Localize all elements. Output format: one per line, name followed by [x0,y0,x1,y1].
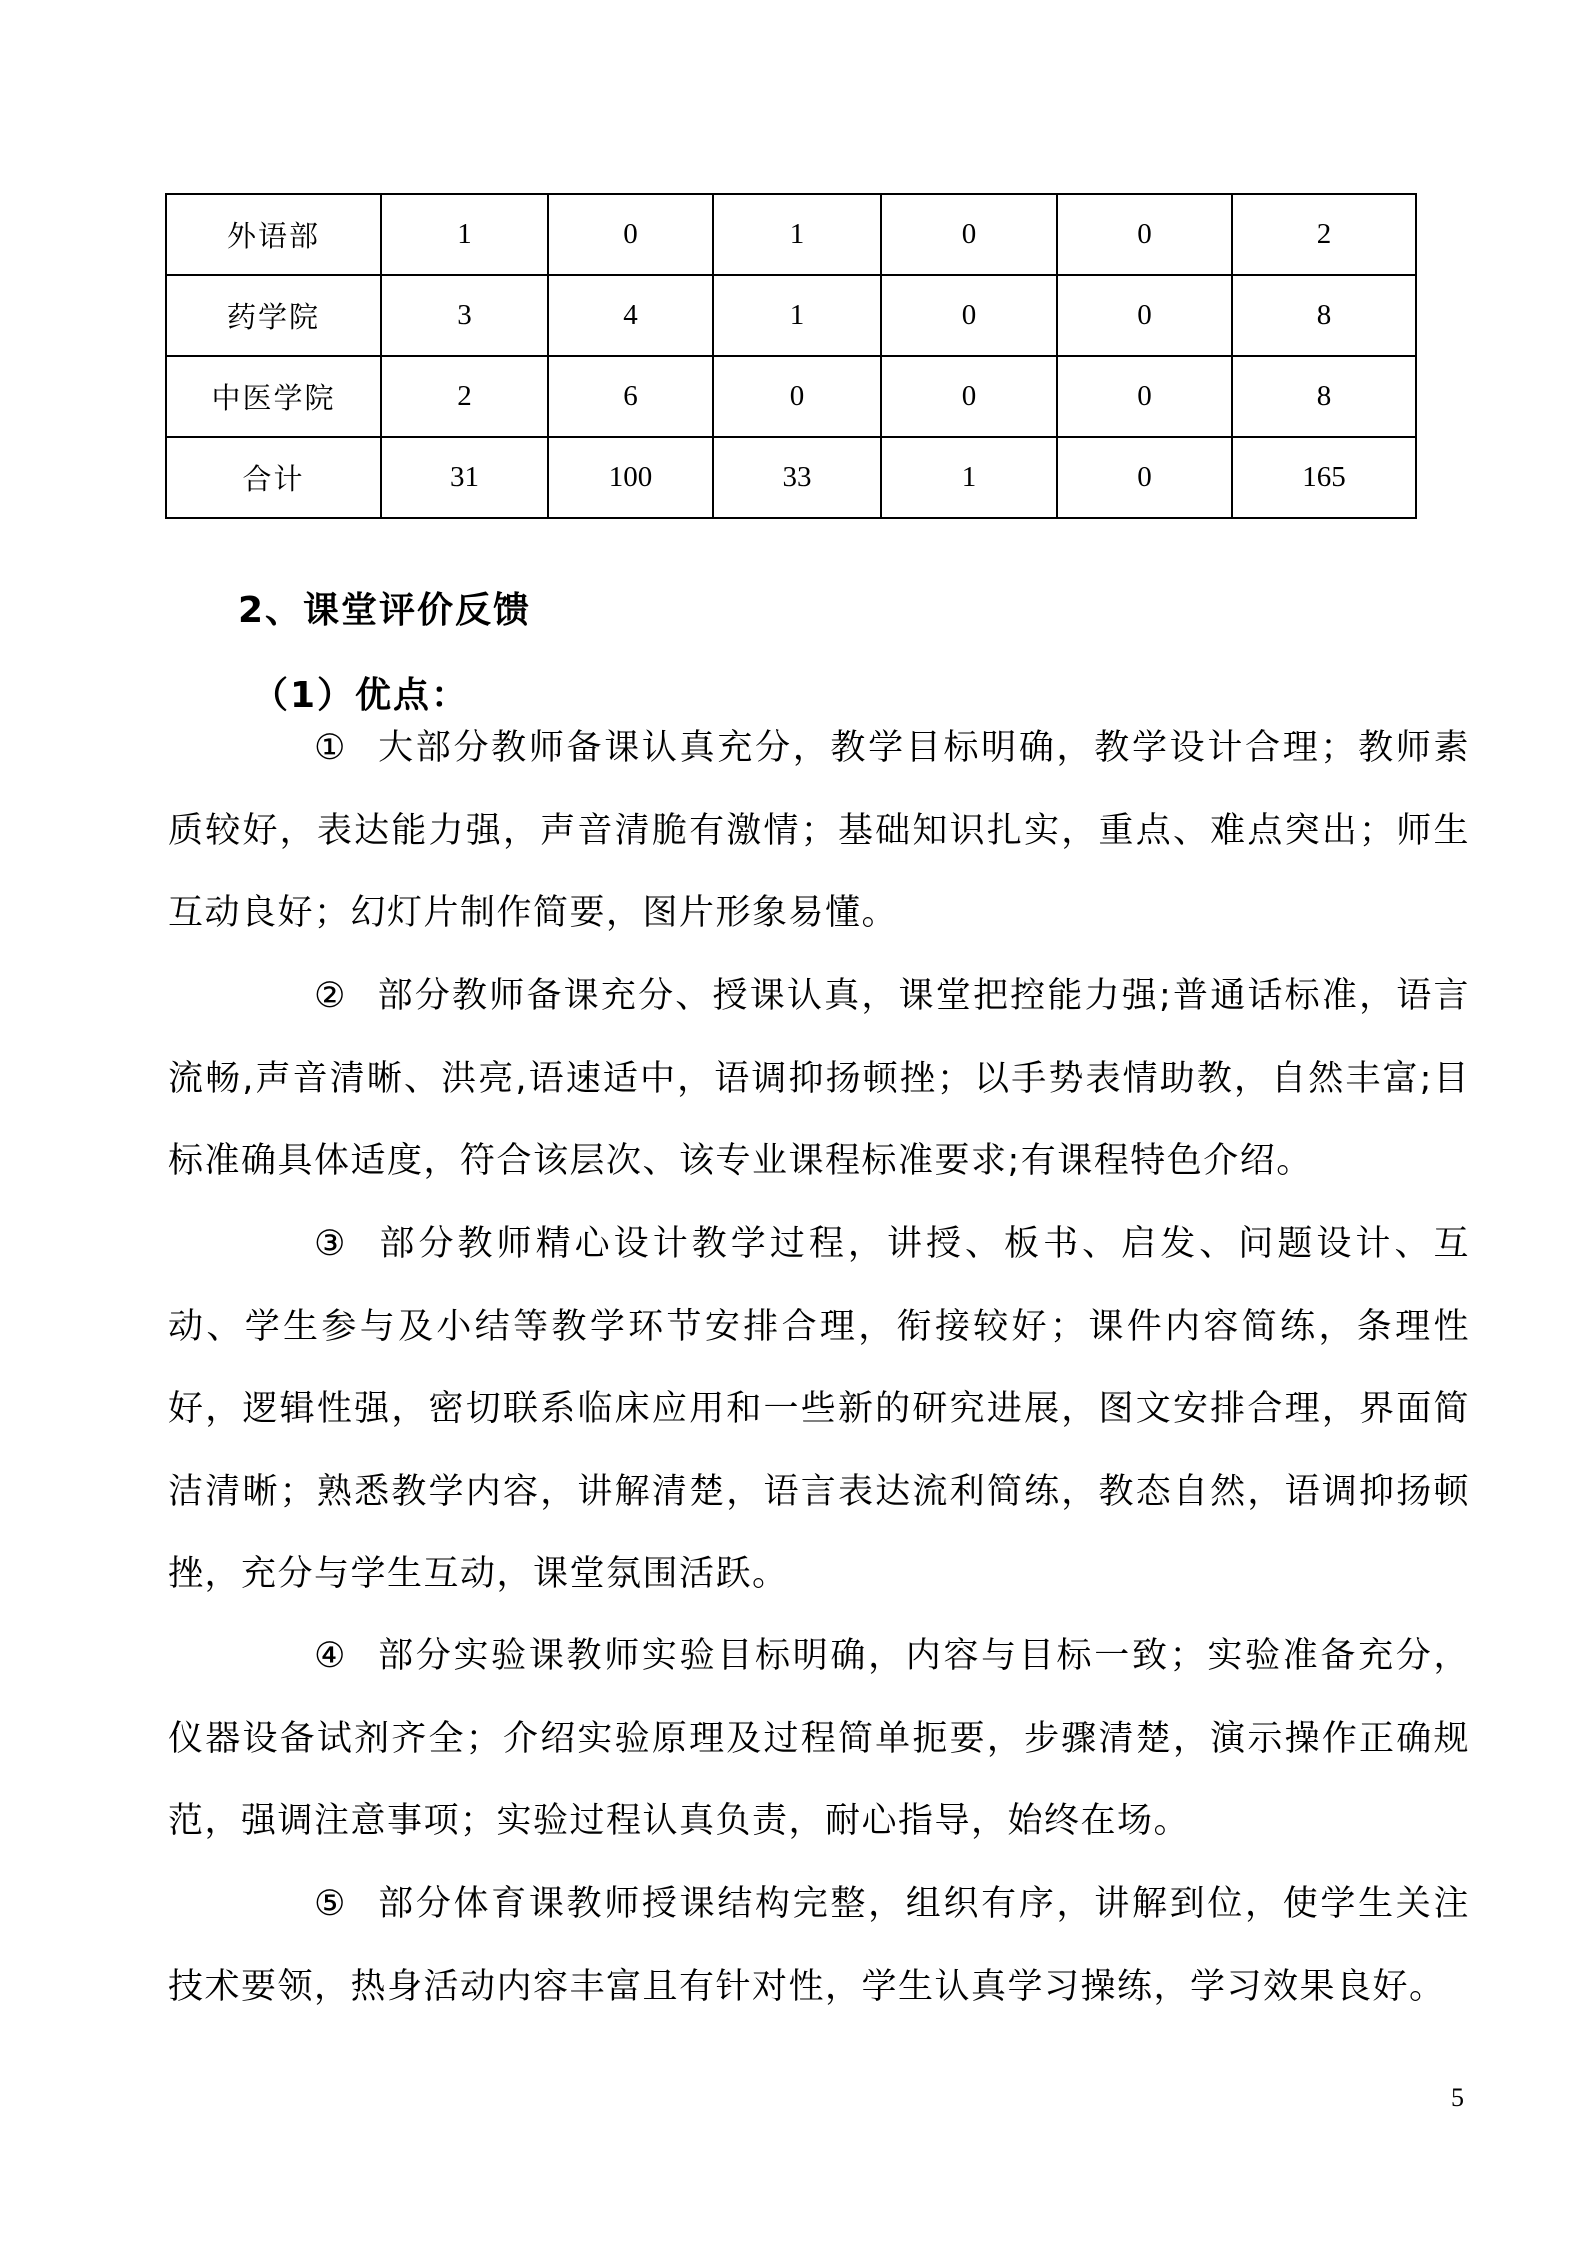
table-cell: 1 [381,194,548,275]
statistics-table [165,193,1417,519]
page-number: 5 [1451,2083,1464,2112]
paragraph [168,1615,1470,1863]
paragraph-text: 部分体育课教师授课结构完整，组织有序，讲解到位，使学生关注技术要领，热身活动内容丰富且有针对性，学生认真学习操练，学习效果良好。 [168,1884,1470,2007]
table-cell: 2 [1232,194,1416,275]
paragraph [168,707,1470,955]
table-cell: 1 [713,194,881,275]
table-cell: 3 [381,275,548,356]
table-cell: 100 [548,437,713,518]
table-cell: 0 [1057,437,1232,518]
table-cell: 1 [881,437,1057,518]
item-number: ③ [314,1224,347,1264]
subsection-heading: （1）优点： [252,675,470,716]
table-cell: 4 [548,275,713,356]
table-row [166,194,1416,275]
section-heading: 2、课堂评价反馈 [238,590,532,631]
paragraph [168,1863,1470,2028]
table-cell: 合计 [166,437,381,518]
paragraph-text: 部分教师备课充分、授课认真，课堂把控能力强;普通话标准，语言流畅,声音清晰、洪亮,语速适中，语调抑扬顿挫；以手势表情助教，自然丰富;目标准确具体适度，符合该层次、该专业课程标准要求;有课程特色介绍。 [168,976,1470,1181]
table-row [166,356,1416,437]
table-cell: 2 [381,356,548,437]
table-cell: 0 [881,356,1057,437]
paragraph-text: 部分教师精心设计教学过程，讲授、板书、启发、问题设计、互动、学生参与及小结等教学环节安排合理，衔接较好；课件内容简练，条理性好，逻辑性强，密切联系临床应用和一些新的研究进展，图文安排合理，界面简洁清晰；熟悉教学内容，讲解清楚，语言表达流利简练，教态自然，语调抑扬顿挫，充分与学生互动，课堂氛围活跃。 [168,1224,1470,1594]
table-cell: 0 [548,194,713,275]
table-cell: 药学院 [166,275,381,356]
table-cell: 8 [1232,356,1416,437]
table-cell: 6 [548,356,713,437]
table-cell: 0 [713,356,881,437]
paragraph [168,1203,1470,1616]
table-cell: 外语部 [166,194,381,275]
paragraph-text: 部分实验课教师实验目标明确，内容与目标一致；实验准备充分，仪器设备试剂齐全；介绍实验原理及过程简单扼要，步骤清楚，演示操作正确规范，强调注意事项；实验过程认真负责，耐心指导，始终在场。 [168,1636,1470,1841]
table-cell: 0 [1057,356,1232,437]
item-number: ① [314,728,347,768]
table-cell: 0 [1057,275,1232,356]
table-cell: 165 [1232,437,1416,518]
table-cell: 33 [713,437,881,518]
table-cell: 中医学院 [166,356,381,437]
table-cell: 31 [381,437,548,518]
item-number: ② [314,976,347,1016]
table-cell: 0 [881,194,1057,275]
item-number: ④ [314,1636,347,1676]
table-cell: 1 [713,275,881,356]
paragraph-text: 大部分教师备课认真充分，教学目标明确，教学设计合理；教师素质较好，表达能力强，声音清脆有激情；基础知识扎实，重点、难点突出；师生互动良好；幻灯片制作简要，图片形象易懂。 [168,728,1470,933]
table-cell: 8 [1232,275,1416,356]
item-number: ⑤ [314,1884,347,1924]
table-cell: 0 [881,275,1057,356]
table-cell: 0 [1057,194,1232,275]
table-row-total [166,437,1416,518]
table-row [166,275,1416,356]
paragraph [168,955,1470,1203]
